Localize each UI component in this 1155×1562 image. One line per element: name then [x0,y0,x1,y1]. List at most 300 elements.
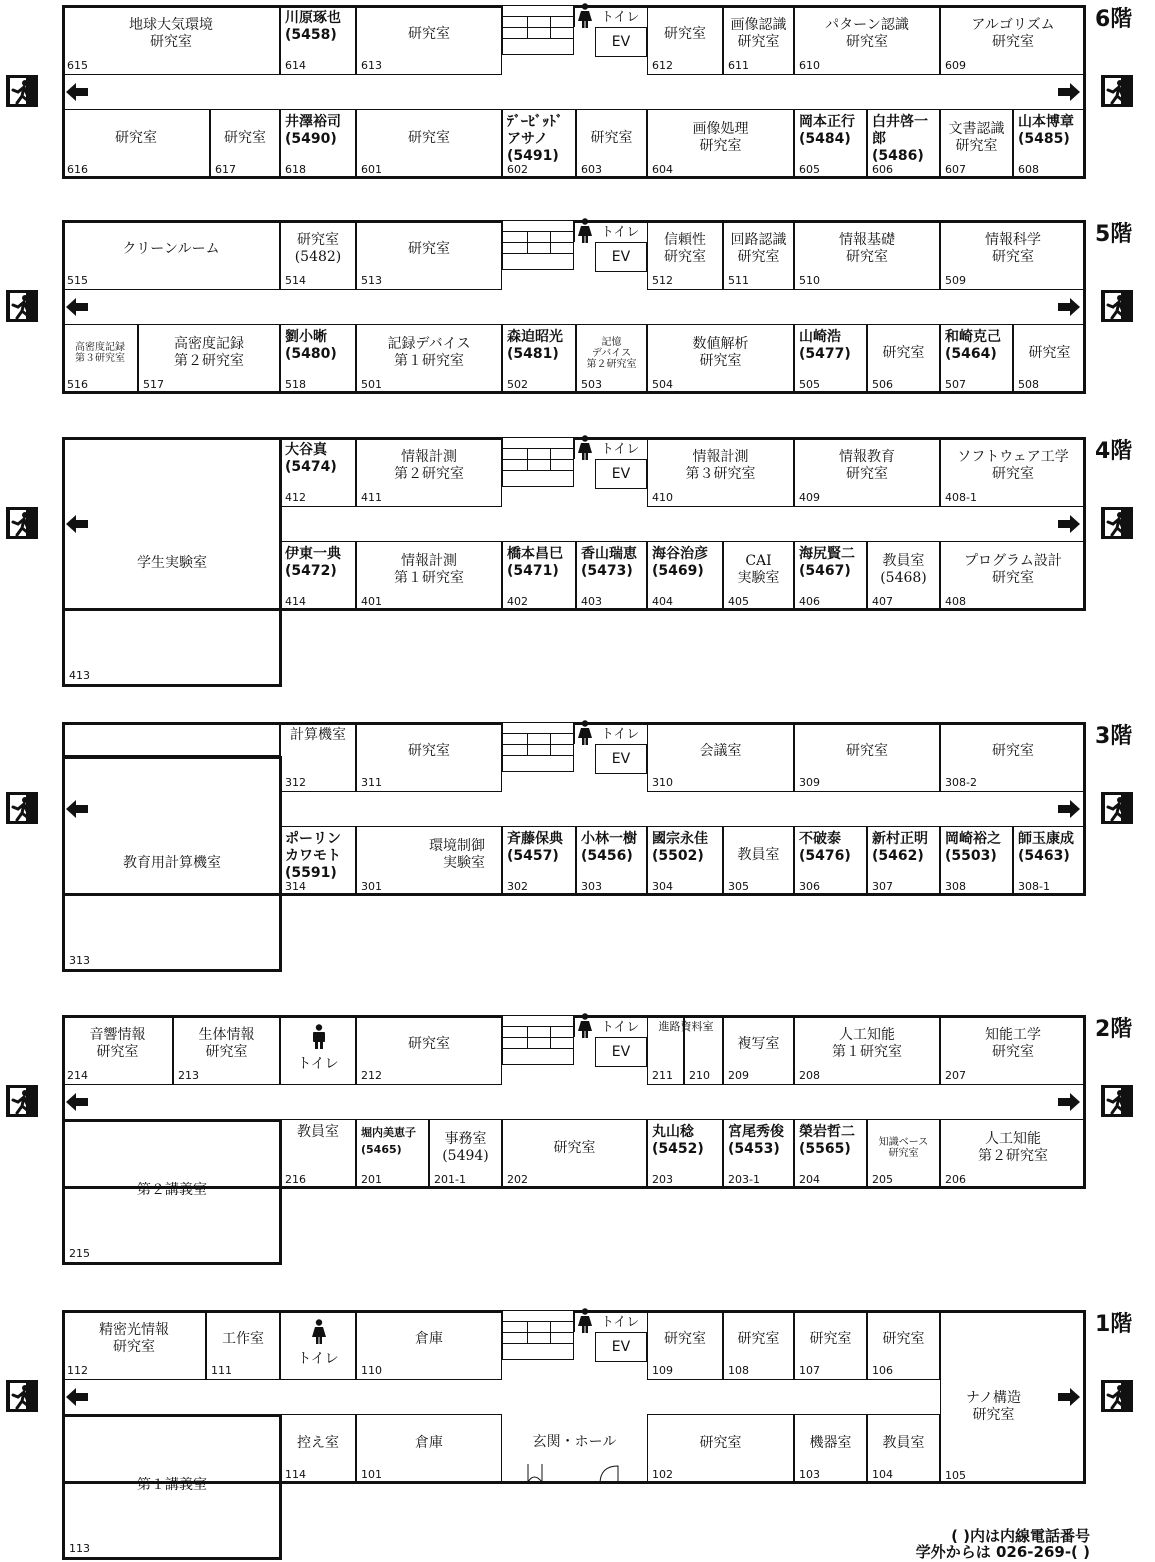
toilet-area[interactable] [574,5,647,27]
room-number-label: 612 [652,59,673,72]
room-number-label: 204 [799,1173,820,1186]
room-603[interactable] [576,109,647,179]
elevator[interactable] [595,744,647,774]
room-name-label: 研究室 [408,129,450,146]
room-number-label: 515 [67,274,88,287]
room-508[interactable] [1013,324,1086,394]
female-toilet-icon [577,218,593,244]
room-314[interactable] [280,826,356,896]
male-toilet-icon [311,1024,327,1050]
room-number-label: 512 [652,274,673,287]
room-occupant-label: 森迫昭光 (5481) [507,329,563,362]
elevator[interactable] [595,1037,647,1067]
room-number-label: 617 [215,163,236,176]
room-511[interactable] [723,220,794,290]
room-number-label: 503 [581,378,602,391]
staircase [502,1310,574,1360]
room-occupant-label: 山崎浩 (5477) [799,329,851,362]
room-number-label: 211 [652,1069,673,1082]
stair-tread [503,755,573,756]
room-616[interactable] [62,109,210,179]
stair-tread [503,253,573,254]
stair-divider [550,16,551,38]
room-name-label: 信頼性 研究室 [664,232,706,265]
toilet-label: トイレ [601,442,640,457]
room-406[interactable] [794,541,867,611]
room-309[interactable] [794,722,940,792]
room-509[interactable] [940,220,1086,290]
room-401[interactable] [356,541,502,611]
stair-divider [550,1321,551,1343]
room-number-label: 610 [799,59,820,72]
room-201-1[interactable] [429,1119,502,1189]
room-number-label: 306 [799,880,820,893]
stair-tread [503,231,573,232]
emergency-exit-icon [1100,74,1134,108]
room-name-label: 精密光情報 研究室 [99,1322,169,1355]
stair-divider [550,1026,551,1048]
toilet-area[interactable] [574,722,647,744]
room-number-label: 601 [361,163,382,176]
toilet-label: トイレ [601,1315,640,1330]
room-609[interactable] [940,5,1086,75]
floor-label-4: 4階 [1095,439,1133,464]
room-402[interactable] [502,541,576,611]
room-occupant-label: 丸山稔 (5452) [652,1124,704,1157]
room-number-label: 101 [361,1468,382,1481]
room-612[interactable] [647,5,723,75]
room-505[interactable] [794,324,867,394]
room-212[interactable] [356,1015,502,1085]
room-name-label: 記録デバイス 第１研究室 [387,336,471,369]
room-204[interactable] [794,1119,867,1189]
room-number-label: 608 [1018,163,1039,176]
room-number-label: 202 [507,1173,528,1186]
room-408-1[interactable] [940,437,1086,507]
room-104[interactable] [867,1414,940,1484]
stair-tread [503,459,573,460]
room-205[interactable] [867,1119,940,1189]
room-602[interactable] [502,109,576,179]
elevator[interactable] [595,27,647,57]
room-occupant-label: 和崎克己 (5464) [945,329,1001,362]
arrow-left-icon [66,298,88,316]
room-310[interactable] [647,722,794,792]
room-name-label: 人工知能 第２研究室 [978,1131,1048,1164]
arrow-right-icon [1058,1388,1080,1406]
room-number-label: 301 [361,880,382,893]
room-name-label: 研究室 [882,344,925,361]
room-203-1[interactable] [723,1119,794,1189]
room-name-label: 研究室 [664,1330,706,1347]
elevator-label: EV [611,249,631,265]
stair-tread [503,16,573,17]
room-name-label: 情報計測 第２研究室 [394,449,464,482]
room-206[interactable] [940,1119,1086,1189]
room-number-label: 407 [872,595,893,608]
entrance-door-icon [520,1462,640,1492]
elevator[interactable] [595,242,647,272]
room-611[interactable] [723,5,794,75]
room-name-label: 教育用計算機室 [123,855,221,871]
toilet-area[interactable] [574,437,647,459]
room-number-label: 216 [285,1173,306,1186]
emergency-exit-icon [5,1084,39,1118]
room-number-label: 307 [872,880,893,893]
room-515[interactable] [62,220,280,290]
room-213[interactable] [173,1015,280,1085]
room-number-label: 408 [945,595,966,608]
room-113[interactable] [62,1414,282,1560]
room-occupant-label: 白井啓一郎 (5486) [872,114,928,164]
room-name-label: 研究室 (5482) [294,232,342,265]
room-404[interactable] [647,541,723,611]
room-number-label: 212 [361,1069,382,1082]
room-614[interactable] [280,5,356,75]
room-number-label: 203-1 [728,1173,760,1186]
female-toilet-icon [577,435,593,461]
room-209[interactable] [723,1015,794,1085]
room-name-label: 研究室 [882,1330,925,1347]
emergency-exit-icon [5,791,39,825]
room-occupant-label: 海尻賢二 (5467) [799,546,855,579]
room-308[interactable] [940,826,1013,896]
stair-divider [550,448,551,470]
room-504[interactable] [647,324,794,394]
room-202[interactable] [502,1119,647,1189]
room-number-label: 106 [872,1364,893,1377]
floor-label-5: 5階 [1095,222,1133,247]
toilet-room[interactable] [280,1310,356,1380]
stair-divider [527,1026,528,1048]
room-number-label: 518 [285,378,306,391]
room-number-label: 501 [361,378,382,391]
arrow-left-icon [66,1388,88,1406]
room-308-2[interactable] [940,722,1086,792]
room-502[interactable] [502,324,576,394]
note-line-1: ( )内は内線電話番号 [951,1527,1090,1545]
room-510[interactable] [794,220,940,290]
emergency-exit-icon [5,1379,39,1413]
room-number-label: 404 [652,595,673,608]
room-occupant-label: 師玉康成 (5463) [1018,831,1074,864]
stair-divider [527,733,528,755]
room-203[interactable] [647,1119,723,1189]
room-503[interactable] [576,324,647,394]
room-101[interactable] [356,1414,502,1484]
room-405[interactable] [723,541,794,611]
room-307[interactable] [867,826,940,896]
stair-tread [503,1321,573,1322]
room-615[interactable] [62,5,280,75]
room-name-label: 教員室 (5468) [880,553,927,586]
room-occupant-label: 井澤裕司 (5490) [285,114,341,147]
room-604[interactable] [647,109,794,179]
room-411[interactable] [356,437,502,507]
room-409[interactable] [794,437,940,507]
room-name-label: 地球大気環境 研究室 [129,17,213,50]
room-name-label: 高密度記録 第２研究室 [174,336,244,369]
room-name-label: クリーンルーム [122,240,220,257]
room-618[interactable] [280,109,356,179]
room-number-label: 603 [581,163,602,176]
emergency-exit-icon [5,289,39,323]
room-occupant-label: 劉小晰 (5480) [285,329,337,362]
room-name-label: 人工知能 第１研究室 [832,1027,902,1060]
room-number-label: 109 [652,1364,673,1377]
room-occupant-label: 伊東一典 (5472) [285,546,341,579]
room-name-label: 研究室 [992,742,1034,759]
room-306[interactable] [794,826,867,896]
toilet-label: トイレ [601,225,640,240]
room-513[interactable] [356,220,502,290]
room-107[interactable] [794,1310,867,1380]
room-name-label: 回路認識 研究室 [730,232,787,265]
floor-label-2: 2階 [1095,1017,1133,1042]
female-toilet-icon [577,720,593,746]
elevator[interactable] [595,459,647,489]
toilet-area[interactable] [574,1310,647,1332]
room-605[interactable] [794,109,867,179]
room-number-label: 509 [945,274,966,287]
room-number-label: 208 [799,1069,820,1082]
room-201[interactable] [356,1119,429,1189]
female-toilet-icon [577,1013,593,1039]
room-name-label: 機器室 [809,1434,852,1451]
room-512[interactable] [647,220,723,290]
room-occupant-label: 山本博章 (5485) [1018,114,1074,147]
room-occupant-label: 大谷真 (5474) [285,442,337,475]
stair-tread [503,1048,573,1049]
room-number-label: 213 [178,1069,199,1082]
room-name-label: 教員室 [737,846,780,863]
room-613[interactable] [356,5,502,75]
room-number-label: 507 [945,378,966,391]
elevator[interactable] [595,1332,647,1362]
room-number-label: 308-1 [1018,880,1050,893]
room-112[interactable] [62,1310,206,1380]
elevator-label: EV [611,1339,631,1355]
floor-label-3: 3階 [1095,724,1133,749]
toilet-label: トイレ [297,1056,339,1072]
room-number-label: 112 [67,1364,88,1377]
room-216[interactable] [280,1119,356,1189]
room-301[interactable] [356,826,502,896]
room-403[interactable] [576,541,647,611]
stair-tread [503,733,573,734]
room-103[interactable] [794,1414,867,1484]
room-occupant-label: 新村正明 (5462) [872,831,928,864]
room-number-label: 611 [728,59,749,72]
room-number-label: 514 [285,274,306,287]
room-215[interactable] [62,1119,282,1265]
room-number-label: 613 [361,59,382,72]
room-304[interactable] [647,826,723,896]
room-407[interactable] [867,541,940,611]
room-number-label: 215 [69,1247,90,1260]
staircase [502,1015,574,1065]
room-name-label: 文書認識 研究室 [948,121,1005,154]
stair-divider [550,733,551,755]
room-name-label: 記憶 デバイス 第２研究室 [586,336,637,370]
room-number-label: 102 [652,1468,673,1481]
room-303[interactable] [576,826,647,896]
room-name-label: 情報教育 研究室 [839,449,895,482]
room-number-label: 203 [652,1173,673,1186]
emergency-exit-icon [5,74,39,108]
stair-tread [503,744,573,745]
female-toilet-icon [311,1319,327,1345]
room-name-label: 音響情報 研究室 [89,1027,146,1060]
room-111[interactable] [206,1310,280,1380]
room-507[interactable] [940,324,1013,394]
room-occupant-label: 橋本昌巳 (5471) [507,546,563,579]
stair-divider [527,16,528,38]
floor-label-1: 1階 [1095,1312,1133,1337]
room-514[interactable] [280,220,356,290]
room-412[interactable] [280,437,356,507]
room-106[interactable] [867,1310,940,1380]
room-313[interactable] [62,756,282,972]
room-number-label: 513 [361,274,382,287]
room-number-label: 104 [872,1468,893,1481]
room-occupant-label: 岡崎裕之 (5503) [945,831,1001,864]
room-name-label: 玄関・ホール [532,1433,617,1450]
arrow-left-icon [66,800,88,818]
room-name-label: パターン認識 研究室 [825,17,909,50]
room-occupant-label: 小林一樹 (5456) [581,831,637,864]
room-516[interactable] [62,324,138,394]
staircase [502,722,574,772]
room-number-label: 615 [67,59,88,72]
room-occupant-label: 宮尾秀俊 (5453) [728,1124,784,1157]
room-number-label: 314 [285,880,306,893]
room-name-label: 環境制御 実験室 [429,838,485,871]
arrow-left-icon [66,1093,88,1111]
room-occupant-label: 榮岩哲二 (5565) [799,1124,855,1157]
room-608[interactable] [1013,109,1086,179]
room-name-label: 数値解析 研究室 [692,336,749,369]
elevator-label: EV [611,34,631,50]
emergency-exit-icon [5,506,39,540]
room-name-label: 研究室 [699,1434,742,1451]
staircase [502,437,574,487]
stair-divider [550,231,551,253]
room-302[interactable] [502,826,576,896]
room-114[interactable] [280,1414,356,1484]
room-occupant-label: ﾃﾞｰﾋﾞｯﾄﾞ アサノ (5491) [507,114,563,164]
room-214[interactable] [62,1015,173,1085]
room-occupant-label: 不破泰 (5476) [799,831,851,864]
emergency-exit-icon [1100,1379,1134,1413]
room-number-label: 110 [361,1364,382,1377]
room-number-label: 405 [728,595,749,608]
room-601[interactable] [356,109,502,179]
floor-label-6: 6階 [1095,7,1133,32]
room-305[interactable] [723,826,794,896]
room-501[interactable] [356,324,502,394]
room-506[interactable] [867,324,940,394]
room-606[interactable] [867,109,940,179]
room-308-1[interactable] [1013,826,1086,896]
room-number-label: 401 [361,595,382,608]
room-number-label: 402 [507,595,528,608]
emergency-exit-icon [1100,506,1134,540]
room-name-label: 情報科学 研究室 [985,232,1041,265]
room-207[interactable] [940,1015,1086,1085]
room-number-label: 103 [799,1468,820,1481]
arrow-right-icon [1058,298,1080,316]
room-number-label: 605 [799,163,820,176]
room-110[interactable] [356,1310,502,1380]
room-name-label: 研究室 [115,129,157,146]
room-108[interactable] [723,1310,794,1380]
room-617[interactable] [210,109,280,179]
room-number-label: 403 [581,595,602,608]
toilet-area[interactable] [574,1015,647,1037]
room-109[interactable] [647,1310,723,1380]
room-number-label: 305 [728,880,749,893]
room-410[interactable] [647,437,794,507]
room-number-label: 409 [799,491,820,504]
room-name-label: プログラム設計 研究室 [964,553,1062,586]
room-607[interactable] [940,109,1013,179]
room-number-label: 210 [689,1069,710,1082]
room-102[interactable] [647,1414,794,1484]
room-number-label: 311 [361,776,382,789]
room-312[interactable] [280,722,356,792]
room-number-label: 406 [799,595,820,608]
room-number-label: 113 [69,1542,90,1555]
room-517[interactable] [138,324,280,394]
room-name-label: 教員室 [882,1434,925,1451]
room-name-label: 研究室 [553,1139,596,1156]
room-number-label: 410 [652,491,673,504]
room-number-label: 111 [211,1364,232,1377]
room-number-label: 105 [945,1469,966,1482]
room-208[interactable] [794,1015,940,1085]
stair-tread [503,27,573,28]
room-413[interactable] [62,437,282,687]
stair-tread [503,1332,573,1333]
room-name-label: 控え室 [297,1434,339,1451]
stair-tread [503,470,573,471]
room-name-label: 研究室 [664,25,706,42]
room-occupant-label: ポーリン カワモト (5591) [285,831,341,881]
room-number-label: 312 [285,776,306,789]
phone-note [870,1528,1090,1560]
room-number-label: 209 [728,1069,749,1082]
room-name-label: ソフトウェア工学 研究室 [957,449,1069,482]
room-408[interactable] [940,541,1086,611]
room-311[interactable] [356,722,502,792]
room-occupant-label: 岡本正行 (5484) [799,114,855,147]
elevator-label: EV [611,751,631,767]
room-number-label: 606 [872,163,893,176]
room-610[interactable] [794,5,940,75]
toilet-area[interactable] [574,220,647,242]
room-name-label: 研究室 [737,1330,780,1347]
room-name-label: 第２講義室 [137,1182,207,1198]
room-name-label: 情報計測 第１研究室 [394,553,464,586]
room-518[interactable] [280,324,356,394]
toilet-room[interactable] [280,1015,356,1085]
room-name-label: 研究室 [408,25,450,42]
room-number-label: 302 [507,880,528,893]
room-number-label: 508 [1018,378,1039,391]
room-414[interactable] [280,541,356,611]
stair-divider [527,231,528,253]
